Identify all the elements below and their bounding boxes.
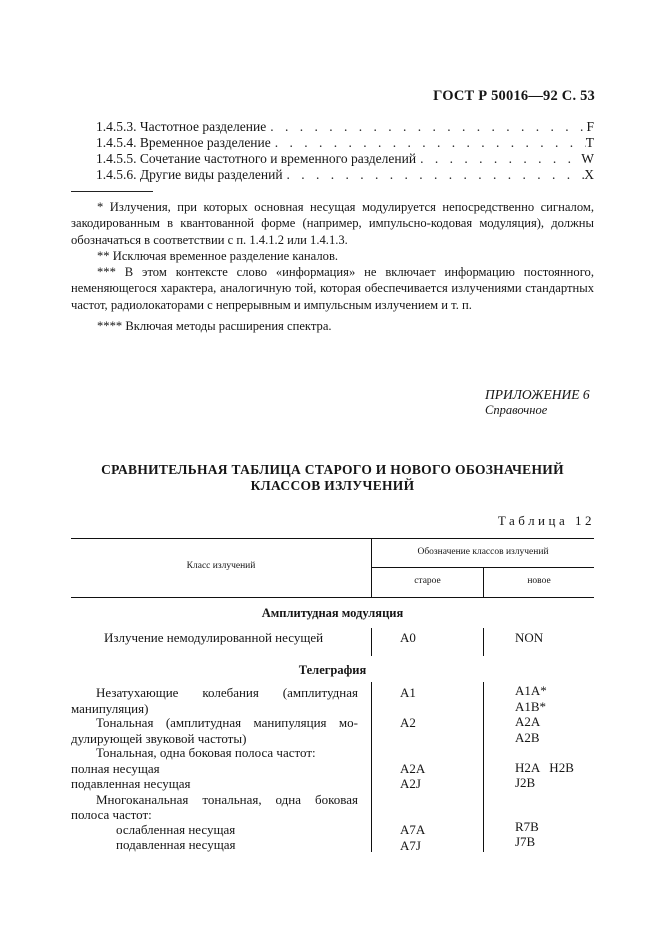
cell-old: A2 <box>400 715 416 730</box>
toc-leader <box>271 135 586 151</box>
appendix-subtitle: Справочное <box>485 403 548 417</box>
cell-old: A7A <box>400 822 426 837</box>
cell-old: A2A <box>400 761 426 776</box>
footnote-4: **** Включая методы расширения спектра. <box>97 319 332 334</box>
toc-label: 1.4.5.6. Другие виды разделений <box>96 167 283 182</box>
toc-label: 1.4.5.4. Временное разделение <box>96 135 271 150</box>
cell-class: Тональная (амплитудная манипуляция мо- <box>96 715 358 730</box>
cell-new: A1A* <box>515 683 547 698</box>
toc-page: W <box>581 151 594 166</box>
cell-class-cont: дулирующей звуковой частоты) <box>71 731 247 746</box>
cell-new: J2B <box>515 775 536 790</box>
toc-page: X <box>584 167 594 182</box>
header-designation: Обозначение классов излучений <box>417 547 549 557</box>
table-header-bottom-rule <box>71 597 594 598</box>
cell-class: ослабленная несущая <box>116 822 236 837</box>
cell-new: R7B <box>515 819 539 834</box>
toc-list <box>96 119 594 183</box>
cell-new: A2B <box>515 730 540 745</box>
cell-class-cont: полоса частот: <box>71 807 152 822</box>
table-col-divider <box>483 682 484 852</box>
toc-row <box>96 151 594 167</box>
cell-class: Тональная, одна боковая полоса частот: <box>96 745 316 760</box>
document-title <box>71 462 594 494</box>
section-am: Амплитудная модуляция <box>261 606 404 620</box>
cell-class-cont: манипуляция) <box>71 701 149 716</box>
header-class: Класс излучений <box>186 561 256 571</box>
table-col-divider <box>483 628 484 656</box>
table-col-divider <box>371 628 372 656</box>
toc-page: T <box>585 135 594 150</box>
toc-label: 1.4.5.3. Частотное разделение <box>96 119 267 134</box>
footnote-3: *** В этом контексте слово «информация» не включает информацию постоянного, неменяющегося характера, аналогичную той, которая обеспечивается излучениями стандартных частот, радиолокаторами с непрерывным и импульсным излучением и т. п. <box>71 265 594 312</box>
footnote-1: * Излучения, при которых основная несущая модулируется непосредственно сигналом, закодированным в квантованной форме (например, импульсно-кодовая модуляция), должны обозначаться в соответствии с п. 1.4.1.2 или 1.4.1.3. <box>71 200 594 247</box>
table-col-divider <box>371 682 372 852</box>
header-old: старое <box>414 576 441 586</box>
cell-old: A2J <box>400 776 421 791</box>
cell-class: полная несущая <box>71 761 160 776</box>
toc-page: F <box>586 119 594 134</box>
footnote-rule <box>71 191 153 192</box>
cell-old: A0 <box>400 630 416 645</box>
cell-new: A1B* <box>515 699 547 714</box>
toc-row <box>96 167 594 183</box>
toc-row <box>96 119 594 135</box>
cell-class: подавленная несущая <box>71 776 191 791</box>
title-line-2: КЛАССОВ ИЗЛУЧЕНИЙ <box>250 478 415 493</box>
section-telegraphy: Телеграфия <box>298 663 367 677</box>
cell-class: подавленная несущая <box>116 837 236 852</box>
cell-new: H2A H2B <box>515 760 574 775</box>
cell-class: Многоканальная тональная, одна боковая <box>96 792 358 807</box>
toc-label: 1.4.5.5. Сочетание частотного и временного разделений <box>96 151 417 166</box>
table-top-rule <box>71 538 594 539</box>
table-label: Таблица 12 <box>497 513 595 528</box>
footnotes <box>71 199 594 334</box>
page-header: ГОСТ Р 50016—92 С. 53 <box>433 88 595 104</box>
toc-leader <box>283 167 585 183</box>
appendix-title: ПРИЛОЖЕНИЕ 6 <box>485 387 590 402</box>
footnote-2: ** Исключая временное разделение каналов. <box>97 248 339 263</box>
cell-new: NON <box>515 630 544 645</box>
cell-old: A1 <box>400 685 416 700</box>
toc-row <box>96 135 594 151</box>
cell-class: Излучение немодулированной несущей <box>104 630 324 645</box>
cell-old: A7J <box>400 838 421 853</box>
toc-leader <box>266 119 586 135</box>
cell-class: Незатухающие колебания (амплитудная <box>96 685 358 700</box>
title-line-1: СРАВНИТЕЛЬНАЯ ТАБЛИЦА СТАРОГО И НОВОГО ОБОЗНАЧЕНИЙ <box>101 462 564 477</box>
header-new: новое <box>527 576 551 586</box>
toc-leader <box>416 151 581 167</box>
cell-new: A2A <box>515 714 541 729</box>
cell-new: J7B <box>515 834 536 849</box>
